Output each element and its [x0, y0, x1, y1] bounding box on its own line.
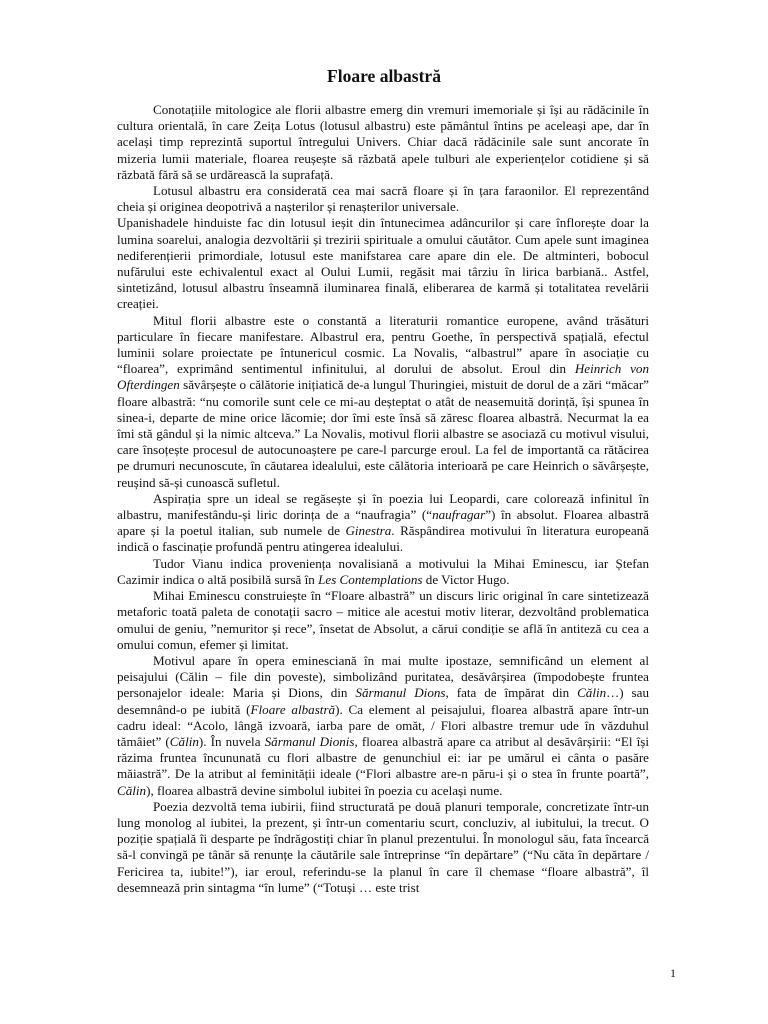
paragraph-text: Mihai Eminescu construiește în “Floare albastră” un discurs liric original în care sintetizează metaforic toată paleta de conotații sacro – mitice ale acestui motiv literar, dezvoltând problematica omului de geniu, ”nemuritor și rece”, însetat de Absolut, a cărui condiție se află în antiteză cu cea a omului comun, efemer și limitat. — [117, 588, 649, 652]
paragraph-text: Conotațiile mitologice ale florii albastre emerg din vremuri imemoriale și își au rădăcinile în cultura orientală, în care Zeița Lotus (lotusul albastru) este pământul întins pe aceleași ape, dar în același timp reprezintă suportul întregului Univers. Chiar dacă rădăcinile sale sunt ancorate în mizeria lumii materiale, floarea reușește să răzbată apele tulburi ale experiențelor cotidiene și să răzbată fără să se urdărească la suprafață. — [117, 102, 649, 182]
paragraph-text: Lotusul albastru era considerată cea mai sacră floare și în țara faraonilor. El reprezentând cheia și originea deopotrivă a nașterilor și renașterilor universale. — [117, 183, 649, 215]
paragraph-text: Upanishadele hinduiste fac din lotusul ieșit din întunecimea adâncurilor și care înflorește doar la lumina soarelui, analogia dezvoltării și trezirii spirituale a omului căutător. Cum apele sunt imaginea nediferențierii primordiale, lotusul este manifstarea care apare din ele. De altminteri, bobocul nufărului este echivalentul exact al Oului Lumii, regăsit mai târziu în lirica barbiană.. Astfel, sintetizând, lotusul albastru înseamnă iluminarea finală, eliberarea de karmă și totalitatea revelării creației. — [117, 215, 649, 312]
paragraph — [117, 799, 649, 896]
italic-title-text: Sărmanul Dionis — [264, 733, 355, 749]
paragraph — [117, 183, 649, 215]
paragraph-text: ), floarea albastră devine simbolul iubitei în poezia cu același nume. — [146, 782, 503, 798]
paragraph-text: ). Ca element al peisajului, floarea albastră apare într-un cadru ideal: “Acolo, lângă izvoară, iarba pare de omăt, / Flori albastre tremur ude în văzduhul tămâiet” ( — [117, 701, 649, 749]
document-body — [117, 102, 649, 896]
paragraph — [117, 215, 649, 312]
italic-title-text: Călin — [169, 733, 199, 749]
paragraph-text: …) sau desemnând-o pe iubită ( — [117, 685, 649, 717]
paragraph — [117, 588, 649, 653]
italic-title-text: Călin — [577, 685, 607, 701]
paragraph-text: , floarea albastră apare ca atribut al desăvârșirii: “El își răzima fruntea încununată cu flori albastre de genunchiul ei: iar pe umărul ei cânta o pasăre măiastră”. De la atribut al feminității ideale (“Flori albastre are-n păru-i și o stea în frunte poartă”, — [117, 733, 649, 782]
paragraph-text: Motivul apare în opera eminesciană în mai multe ipostaze, semnificând un element al peisajului (Călin – file din poveste), simbolizând puritatea, desăvârșirea (împodobește fruntea personajelor ideale: Maria și Dions, din — [117, 652, 649, 701]
italic-title-text: Les Contemplations — [318, 571, 423, 587]
paragraph-text: Mitul florii albastre este o constantă a literaturii romantice europene, având trăsături particulare în fiecare manifestare. Albastrul era, pentru Goethe, în perspectivă spațială, efectul luminii solare proiectate pe întunericul cosmic. La Novalis, “albastrul” apare în asociație cu “floarea”, exprimând sentimentul infinitului, al dorului de absolut. Eroul din — [117, 312, 649, 377]
paragraph-text: ”) în absolut. Floarea albastră apare și la poetul italian, sub numele de — [117, 507, 649, 539]
paragraph — [117, 653, 649, 799]
paragraph-text: Poezia dezvoltă tema iubirii, fiind structurată pe două planuri temporale, concretizate într-un lung monolog al iubitei, la prezent, și într-un comentariu scurt, concluziv, al iubitului, la trecut. O poziție spațială îi desparte pe îndrăgostiți chiar în planul prezentului. În monologul său, fata încearcă să-l convingă pe tânăr să renunțe la căutările sale întreprinse “în depărtare” (“Nu căta în depărtare / Fericirea ta, iubite!”), iar eroul, referindu-se la planul în care îl chemase “floare albastră”, îl desemnează prin sintagma “în lume” (“Totuși … este trist — [117, 798, 649, 895]
paragraph-text: Aspirația spre un ideal se regăsește și în poezia lui Leopardi, care colorează infinitul în albastru, manifestându-și liric dorința de a “naufragia” (“ — [117, 490, 649, 523]
page-number: 1 — [670, 966, 676, 980]
italic-title-text: naufragar — [432, 507, 486, 523]
italic-title-text: Heinrich von Ofterdingen — [117, 361, 649, 393]
italic-title-text: Călin — [117, 782, 147, 798]
paragraph-text: , fata de împărat din — [445, 685, 578, 701]
paragraph — [117, 491, 649, 556]
paragraph — [117, 313, 649, 491]
italic-title-text: Ginestra — [345, 523, 392, 539]
paragraph-text: Tudor Vianu indica proveniența novalisiană a motivului la Mihai Eminescu, iar Ștefan Cazimir indica o altă posibilă sursă în — [117, 555, 649, 587]
page-title: Floare albastră — [327, 66, 441, 86]
paragraph-text: ). În nuvela — [198, 733, 265, 749]
paragraph — [117, 102, 649, 183]
paragraph — [117, 556, 649, 588]
paragraph-text: săvârșește o călătorie inițiatică de-a lungul Thuringiei, mistuit de dorul de a zări “măcar” floare albastră: “nu comorile sunt cele ce mi-au deșteptat o atât de neasemuită dorință, își spunea în sinea-i, departe de mine orice lăcomie; dor îmi este însă să zăresc floarea albastră. Necurmat la ea îmi stă gândul și la nimic altceva.” La Novalis, motivul florii albastre se asociază cu motivul visului, care însoțește procesul de autocunoaștere pe care-l parcurge eroul. La fel de importantă ca rătăcirea pe drumuri necunoscute, în căutarea idealului, este călătoria interioară pe care Heinrich o săvârșește, reușind să-și cunoască sufletul. — [117, 377, 649, 490]
paragraph-text: . Răspândirea motivului în literatura europeană indică o fascinație profundă pentru atingerea idealului. — [117, 523, 649, 555]
paragraph-text: de Victor Hugo. — [422, 571, 510, 587]
italic-title-text: Sărmanul Dions — [355, 685, 446, 701]
italic-title-text: Floare albastră — [250, 701, 336, 717]
